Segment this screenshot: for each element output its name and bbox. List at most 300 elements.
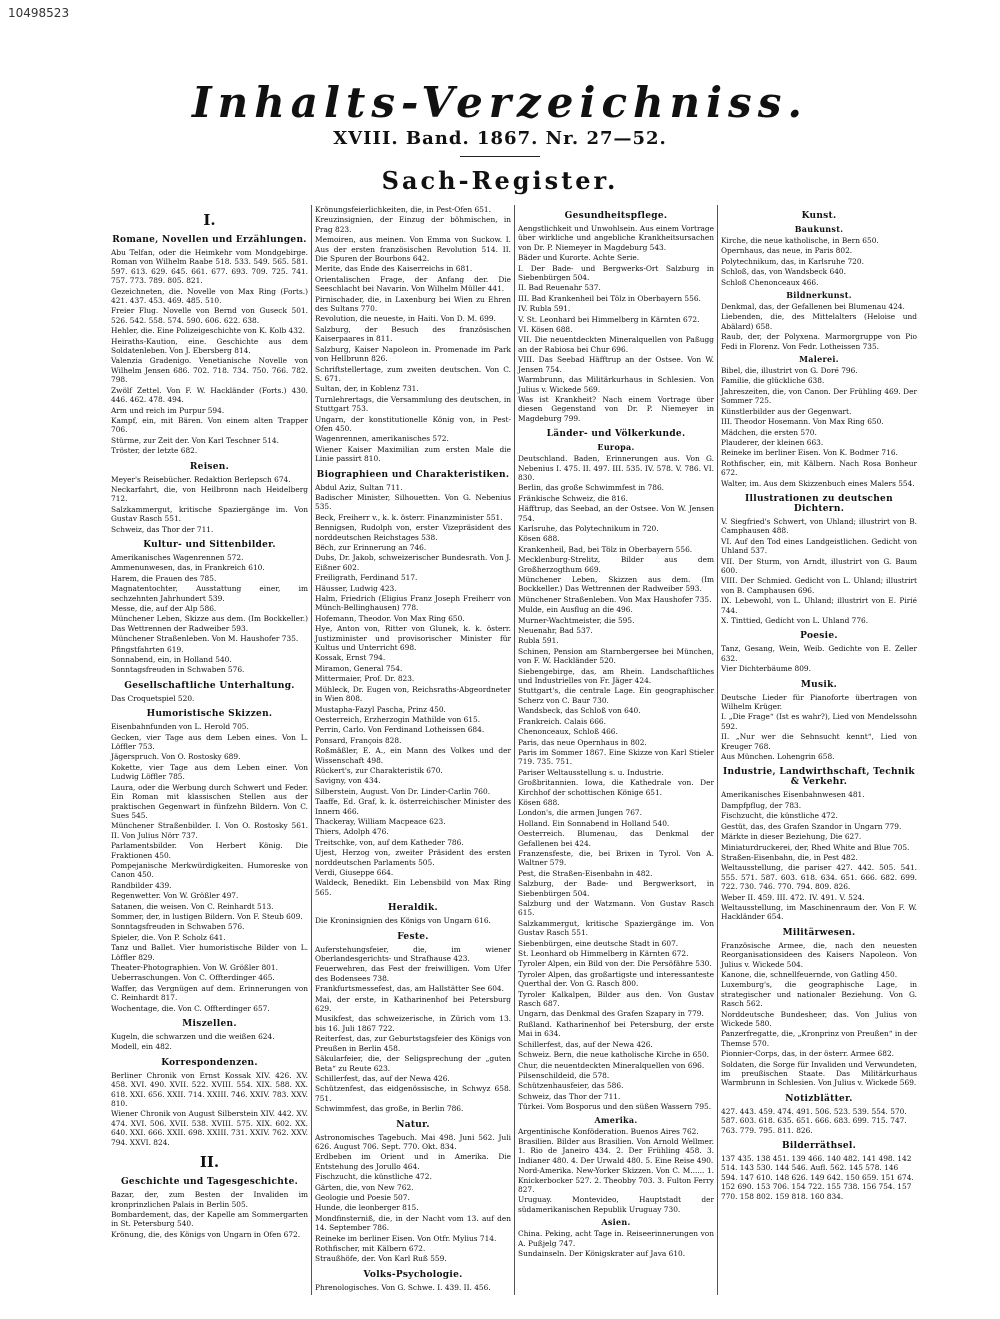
index-entry: Sommer, der, in lustigen Bildern. Von F. Steub 609. <box>111 911 303 921</box>
index-entry: Auferstehungsfeier, die, im wiener Oberlandesgerichts- und Strafhause 423. <box>315 944 511 964</box>
index-entry: Chenonceaux, Schloß 466. <box>518 727 618 737</box>
index-entry: Vier Dichterbäume 809. <box>721 664 811 674</box>
index-entry: Das Croquetspiel 520. <box>111 693 195 703</box>
index-entry: Raub, der, der Polyxena. Marmorgruppe von Pio Fedi in Florenz. Von Fedr. Lotheissen 735. <box>721 332 917 351</box>
index-entry: Chur, die neuentdeckten Mineralquellen von 696. <box>518 1060 705 1070</box>
index-entry: Perrin, Carlo. Von Ferdinand Lotheissen 684. <box>315 725 485 735</box>
index-entry: Abu Telfan, oder die Heimkehr vom Mondgebirge. Roman von Wilhelm Raabe 518. 533. 549. 565. 581. 597. 613. 629. 645. 661. 677. 693. 709. 725. 741. 757. 773. 789. 805. 821. <box>111 248 308 286</box>
index-entry: Satanen, die weisen. Von C. Reinhardt 513. <box>111 901 274 911</box>
index-column <box>108 205 311 1295</box>
index-entry: Plauderer, der kleinen 663. <box>721 437 824 447</box>
index-entry: Spieler, die. Von P. Scholz 641. <box>111 932 226 942</box>
page-title: Inhalts-Verzeichniss. <box>192 78 808 127</box>
index-entry: VII. Die neuentdeckten Mineralquellen von Paßugg an der Rabiosa bei Chur 696. <box>518 335 714 354</box>
index-entry: Polytechnikum, das, in Karlsruhe 720. <box>721 256 864 266</box>
index-entry: Turnlehrertags, die Versammlung des deutschen, in Stuttgart 753. <box>315 394 511 414</box>
index-entry: Oesterreich, Erzherzogin Mathilde von 615. <box>315 714 481 724</box>
index-columns <box>108 205 920 1295</box>
index-entry: Aengstlichkeit und Unwohlsein. Aus einem Vortrage über wirkliche und angebliche Krankheitsursachen von Dr. P. Niemeyer in Magdeburg 543. <box>518 224 714 252</box>
index-entry: Kösen 688. <box>518 534 560 544</box>
index-entry: Ammenunwesen, das, in Frankreich 610. <box>111 563 265 573</box>
index-entry: Mondfinsterniß, die, in der Nacht vom 13. auf den 14. September 786. <box>315 1213 511 1233</box>
category-heading: Militärwesen. <box>782 927 856 938</box>
index-entry: VI. Auf den Tod eines Landgeistlichen. Gedicht von Uhland 537. <box>721 536 917 556</box>
entry-list <box>518 1229 714 1258</box>
index-entry: Salzkammergut, kritische Spaziergänge im. Von Gustav Rasch 551. <box>518 918 714 938</box>
index-entry: Pionnier-Corps, das, in der österr. Armee 682. <box>721 1049 894 1059</box>
archive-id: 10498523 <box>8 6 70 20</box>
index-entry: Münchener Straßenbilder. I. Von O. Rostosky 561. II. Von Julius Nörr 737. <box>111 821 308 840</box>
index-entry: Dampfpflug, der 783. <box>721 800 802 810</box>
index-entry: Schweiz, das Thor der 711. <box>518 1091 621 1101</box>
index-entry: Schillerfest, das, auf der Newa 426. <box>315 1073 450 1083</box>
category-heading: Illustrationen zu deutschen Dichtern. <box>745 493 893 514</box>
index-entry: Märkte in dieser Beziehung, Die 627. <box>721 832 862 842</box>
index-entry: Sundainseln. Der Königskrater auf Java 610. <box>518 1249 686 1258</box>
entry-list <box>721 517 917 625</box>
index-entry: Kampf, ein, mit Bären. Von einem alten Trapper 706. <box>111 415 308 435</box>
index-entry: China. Peking, acht Tage in. Reiseerinnerungen von A. Pußjelg 747. <box>518 1229 714 1248</box>
index-entry: Amerikanisches Eisenbahnwesen 481. <box>721 790 865 800</box>
index-entry: Phrenologisches. Von G. Schwe. I. 439. II. 456. <box>315 1282 491 1292</box>
index-entry: Brasilien. Bilder aus Brasilien. Von Arnold Wellmer. 1. Rio de Janeiro 434. 2. Der Frühling 458. 3. Indianer 480. 4. Der Urwald 480. 5. Eine Reise 490. <box>518 1136 714 1165</box>
index-entry: Thiers, Adolph 476. <box>315 827 389 837</box>
index-column <box>311 205 514 1295</box>
entry-list <box>111 475 308 534</box>
category-heading: Poesie. <box>800 631 838 642</box>
entry-list <box>721 693 917 762</box>
index-entry: Ungarn, das Denkmal des Grafen Szapary in 779. <box>518 1009 704 1019</box>
index-entry: Reineke im berliner Eisen. Von K. Bodmer 716. <box>721 448 898 458</box>
index-entry: Waldeck, Benedikt. Ein Lebensbild von Max Ring 565. <box>315 878 511 897</box>
index-entry: Halm, Friedrich (Eligius Franz Joseph Freiherr von Münch-Bellinghausen) 778. <box>315 594 511 613</box>
index-entry: Norddeutsche Bundesheer, das. Von Julius von Wickede 580. <box>721 1009 917 1028</box>
index-entry: Stürme, zur Zeit der. Von Karl Teschner 514. <box>111 435 279 445</box>
index-entry: Straßen-Eisenbahn, die, in Pest 482. <box>721 852 858 862</box>
index-entry: Ponsard, François 828. <box>315 735 402 745</box>
index-entry: Kirche, die neue katholische, in Bern 650. <box>721 236 879 245</box>
index-entry: Savigny, von 434. <box>315 776 381 786</box>
index-entry: Frankreich. Calais 666. <box>518 716 606 726</box>
category-heading: Biographieen und Charakteristiken. <box>316 469 510 480</box>
index-entry: Rußland. Katharinenhof bei Petersburg, der erste Mai in 634. <box>518 1019 714 1039</box>
index-entry: Salzburg, Kaiser Napoleon in. Promenade im Park von Hellbrunn 826. <box>315 344 511 364</box>
index-entry: Nord-Amerika. New-Yorker Skizzen. Von C. M...... 1. Knickerbocker 527. 2. Theobby 703. 3. Fulton Ferry 827. <box>518 1166 714 1194</box>
index-entry: Uruguay. Montevideo, Hauptstadt der südamerikanischen Republik Uruguay 730. <box>518 1195 714 1214</box>
index-entry: Paris, das neue Opernhaus in 802. <box>518 737 647 747</box>
index-entry: Bäder und Kurorte. Achte Serie. <box>518 253 640 263</box>
index-entry: Schinen, Pension am Starnbergersee bei München, von F. W. Hackländer 520. <box>518 646 714 666</box>
index-entry: Wandsbeck, das Schloß von 640. <box>518 706 641 716</box>
entry-list <box>721 941 917 1088</box>
index-entry: Häfftrup, das Seebad, an der Ostsee. Von W. Jensen 754. <box>518 504 714 523</box>
index-entry: Beck, Freiherr v., k. k. österr. Finanzminister 551. <box>315 512 503 522</box>
index-entry: VIII. Der Schmied. Gedicht von L. Uhland; illustrirt von B. Camphausen 696. <box>721 576 917 595</box>
entry-list <box>518 224 714 423</box>
index-entry: Krankenheil, Bad, bei Tölz in Oberbayern 556. <box>518 544 693 554</box>
entry-list <box>111 553 308 675</box>
volume-subtitle: XVIII. Band. 1867. Nr. 27—52. <box>333 128 667 149</box>
index-entry: Valenzia Gradenigo. Venetianische Novelle von Wilhelm Jensen 686. 702. 718. 734. 750. 766. 782. 798. <box>111 356 308 385</box>
index-entry: Randbilder 439. <box>111 880 172 890</box>
entry-list <box>721 366 917 488</box>
index-entry: Treitschke, von, auf dem Katheder 786. <box>315 837 464 847</box>
index-entry: Magnatentochter, Ausstattung einer, im sechzehnten Jahrhundert 539. <box>111 584 308 603</box>
entry-list <box>518 1127 714 1215</box>
index-entry: Meyer's Reisebücher. Redaktion Berlepsch 674. <box>111 474 291 484</box>
index-entry: V. Siegfried's Schwert, von Uhland; illustrirt von B. Camphausen 488. <box>721 516 917 536</box>
index-entry: III. Bad Krankenheil bei Tölz in Oberbayern 556. <box>518 293 701 303</box>
index-entry: Wiener Chronik von August Silberstein XIV. 442. XV. 474. XVI. 506. XVII. 538. XVIII. 575. XIX. 602. XX. 640. XXI. 666. XXII. 698. XXIII. 731. XXIV. 762. XXV. 794. XXVI. 824. <box>111 1109 308 1147</box>
category-heading: Feste. <box>397 931 429 942</box>
index-entry: Eisenbahnfunden von L. Herold 705. <box>111 722 249 732</box>
category-subheading: Bildnerkunst. <box>786 290 852 301</box>
index-entry: Gezeichneten, die. Novelle von Max Ring (Forts.) 421. 437. 453. 469. 485. 510. <box>111 286 308 306</box>
index-entry: Thackeray, William Macpeace 623. <box>315 816 446 826</box>
category-heading: Humoristische Skizzen. <box>146 709 273 720</box>
entry-list <box>315 916 511 925</box>
index-entry: Gärten, die, von New 762. <box>315 1182 414 1192</box>
index-entry: Tanz, Gesang, Wein, Weib. Gedichte von E. Zeller 632. <box>721 644 917 663</box>
index-entry: Theater-Photographien. Von W. Größler 801. <box>111 963 278 972</box>
category-heading: Romane, Novellen und Erzählungen. <box>112 235 307 245</box>
index-entry: Weltausstellung, die pariser 427. 442. 505. 541. 555. 571. 587. 603. 618. 634. 651. 666. 682. 699. 722. 730. 746. 770. 794. 809. 826. <box>721 863 917 892</box>
index-entry: Münchener Straßenleben. Von M. Haushofer 735. <box>111 634 299 644</box>
index-entry: Merite, das Ende des Kaiserreichs in 681. <box>315 264 473 274</box>
index-entry: Münchener Leben, Skizze aus dem. (Im Bockkeller.) Das Wettrennen der Radweiber 593. <box>111 614 308 633</box>
index-entry: Was ist Krankheit? Nach einem Vortrage über diesen Gegenstand von Dr. P. Niemeyer in Magdeburg 799. <box>518 394 714 423</box>
index-entry: Wochentage, die. Von C. Offterdinger 657. <box>111 1003 270 1013</box>
index-entry: Bombardement, das, der Kapelle am Sommergarten in St. Petersburg 540. <box>111 1209 308 1229</box>
index-entry: Badischer Minister, Silhouetten. Von G. Nebenius 535. <box>315 492 511 512</box>
index-entry: Abdul Aziz, Sultan 711. <box>315 482 403 492</box>
index-entry: Salzburg und der Watzmann. Von Gustav Rasch 615. <box>518 899 714 918</box>
category-heading: Heraldik. <box>387 903 438 914</box>
index-entry: Wiener Kaiser Maximilian zum ersten Male die Linie passirt 810. <box>315 444 511 464</box>
index-entry: Jahreszeiten, die, von Canon. Der Frühling 469. Der Sommer 725. <box>721 386 917 406</box>
index-entry: Weber II. 459. III. 472. IV. 491. V. 524. <box>721 892 865 902</box>
index-entry: Fränkische Schweiz, die 816. <box>518 493 628 503</box>
index-entry: Sonnabend, ein, in Holland 540. <box>111 655 232 665</box>
index-entry: Parlamentsbilder. Von Herbert König. Die Fraktionen 450. <box>111 841 308 860</box>
entry-list <box>315 1283 511 1292</box>
index-entry: Taaffe, Ed. Graf, k. k. österreichischer Minister des Innern 466. <box>315 797 511 816</box>
index-entry: Frankfurtsmessefest, das, am Hallstätter See 604. <box>315 984 504 994</box>
index-entry: VI. Kösen 688. <box>518 325 573 335</box>
index-entry: Krönung, die, des Königs von Ungarn in Ofen 672. <box>111 1229 301 1239</box>
index-entry: Neckarfahrt, die, von Heilbronn nach Heidelberg 712. <box>111 484 308 504</box>
index-entry: Tanz und Ballet. Vier humoristische Bilder von L. Löffler 829. <box>111 943 308 962</box>
index-entry: Pariser Weltausstellung s. u. Industrie. <box>518 767 664 777</box>
index-entry: Ueberraschungen. Von C. Offterdinger 465. <box>111 973 275 983</box>
category-subheading: Malerei. <box>799 354 839 365</box>
index-entry: Amerikanisches Wagenrennen 572. <box>111 552 244 562</box>
index-entry: Weltausstellung, im Maschinenraum der. Von F. W. Hackländer 654. <box>721 902 917 922</box>
index-entry: Sonntagsfreuden in Schwaben 576. <box>111 922 245 932</box>
index-entry: Münchener Straßenleben. Von Max Haushofer 735. <box>518 594 712 604</box>
part-number: II. <box>199 1153 220 1172</box>
index-entry: Kösen 688. <box>518 797 560 807</box>
index-entry: Reineke im berliner Eisen. Von Otfr. Mylius 714. <box>315 1233 497 1243</box>
entry-list <box>315 483 511 898</box>
index-entry: Wagenrennen, amerikanisches 572. <box>315 434 449 444</box>
entry-list <box>721 644 917 673</box>
index-entry: Heiraths-Kaution, eine. Geschichte aus dem Soldatenleben. Von J. Ebersberg 814. <box>111 336 308 356</box>
index-entry: X. Tinttied, Gedicht von L. Uhland 776. <box>721 616 869 625</box>
page-number-list: 427. 443. 459. 474. 491. 506. 523. 539. 554. 570. 587. 603. 618. 635. 651. 666. 683. 699. 715. 747. 763. 779. 795. 811. 826. <box>721 1106 907 1135</box>
index-entry: IV. Rubla 591. <box>518 304 571 314</box>
index-entry: Schloß, das, von Wandsbeck 640. <box>721 267 846 277</box>
index-entry: Schriftstellertage, zum zweiten deutschen. Von C. S. 671. <box>315 364 511 383</box>
index-entry: Mulde, ein Ausflug an die 496. <box>518 605 633 615</box>
index-entry: Gestüt, das, des Grafen Szandor in Ungarn 779. <box>721 821 902 831</box>
index-entry: Soldaten, die Sorge für Invaliden und Verwundeten, im preußischen Staate. Das Militärkurhaus Warmbrunn in Schlesien. Von Julius v. Wickede 569. <box>721 1059 917 1088</box>
entry-list <box>111 1032 308 1052</box>
index-column <box>514 205 717 1295</box>
index-entry: Schweiz, das Thor der 711. <box>111 524 214 534</box>
index-entry: Deutsche Lieder für Pianoforte übertragen von Wilhelm Krüger. <box>721 692 917 712</box>
category-heading: Korrespondenzen. <box>161 1057 258 1068</box>
index-entry: Harem, die Frauen des 785. <box>111 573 217 583</box>
category-heading: Kultur- und Sittenbilder. <box>143 539 276 550</box>
section-title: Sach-Register. <box>381 166 619 195</box>
index-entry: Freier Flug. Novelle von Bernd von Guseck 501. 526. 542. 558. 574. 590. 606. 622. 638. <box>111 306 308 325</box>
category-subheading: Europa. <box>597 442 635 453</box>
index-entry: Astronomisches Tagebuch. Mai 498. Juni 562. Juli 626. August 706. Sept. 770. Okt. 834. <box>315 1132 511 1151</box>
index-entry: II. „Nur wer die Sehnsucht kennt“, Lied von Kreuger 768. <box>721 732 917 751</box>
index-entry: Hehler, die. Eine Polizeigeschichte von K. Kolb 432. <box>111 326 306 336</box>
index-entry: Bëch, zur Erinnerung an 746. <box>315 543 427 552</box>
index-entry: Pompejanische Merkwürdigkeiten. Humoreske von Canon 450. <box>111 860 308 880</box>
index-entry: Zwölf Zettel. Von F. W. Hackländer (Forts.) 430. 446. 462. 478. 494. <box>111 385 308 405</box>
index-entry: I. Der Bade- und Bergwerks-Ort Salzburg in Siebenbürgen 504. <box>518 263 714 283</box>
index-entry: Waffer, das Vergnügen auf dem. Erinnerungen von C. Reinhardt 817. <box>111 983 308 1003</box>
title-divider <box>460 156 540 157</box>
part-number: I. <box>203 211 216 229</box>
index-entry: St. Leonhard ob Himmelberg in Kärnten 672. <box>518 949 689 959</box>
entry-list <box>315 945 511 1114</box>
entry-list <box>518 454 714 1111</box>
index-entry: Tyroler Kalkalpen, Bilder aus den. Von Gustav Rasch 687. <box>518 989 714 1009</box>
index-entry: Reiterfest, das, zur Geburtstagsfeier des Königs von Preußen in Berlin 458. <box>315 1034 512 1053</box>
index-entry: Mädchen, die ersten 570. <box>721 427 817 437</box>
index-entry: Jägerspruch. Von O. Rostosky 689. <box>111 752 241 762</box>
index-entry: Musikfest, das schweizerische, in Zürich vom 13. bis 16. Juli 1867 722. <box>315 1014 511 1033</box>
index-entry: Warmbrunn, das Militärkurhaus in Schlesien. Von Julius v. Wickede 569. <box>518 375 714 394</box>
index-entry: Bazar, der, zum Besten der Invaliden im kronprinzlichen Palais in Berlin 505. <box>111 1190 308 1209</box>
category-heading: Gesundheitspflege. <box>564 211 668 221</box>
index-entry: Ujest, Herzog von, zweiter Präsident des ersten norddeutschen Parlaments 505. <box>315 848 511 867</box>
category-heading: Gesellschaftliche Unterhaltung. <box>124 680 295 691</box>
index-entry: Stuttgart's, die centrale Lage. Ein geographischer Scherz von C. Baur 730. <box>518 686 714 705</box>
index-entry: Salzkammergut, kritische Spaziergänge im. Von Gustav Rasch 551. <box>111 504 308 524</box>
index-entry: Schwimmfest, das große, in Berlin 786. <box>315 1104 464 1114</box>
index-entry: Ungarn, der konstitutionelle König von, in Pest-Ofen 450. <box>315 414 511 433</box>
index-entry: Kossak, Ernst 794. <box>315 653 386 663</box>
index-entry: Kokette, vier Tage aus dem Leben einer. Von Ludwig Löffler 785. <box>111 762 308 782</box>
index-column <box>717 205 920 1295</box>
index-entry: Schützenhausfeier, das 586. <box>518 1081 624 1091</box>
index-entry: Tyroler Alpen, ein Bild von der. Die Persöfähre 530. <box>518 959 712 969</box>
index-entry: Die Kroninsignien des Königs von Ungarn 616. <box>315 916 491 926</box>
index-entry: Schweiz. Bern, die neue katholische Kirche in 650. <box>518 1050 710 1060</box>
index-entry: Schützenfest, das eidgenössische, in Schwyz 658. 751. <box>315 1084 511 1103</box>
index-entry: II. Bad Reuenahr 537. <box>518 283 601 293</box>
category-heading: Reisen. <box>189 461 230 472</box>
index-entry: Kreuzinsignien, der Einzug der böhmischen, in Prag 823. <box>315 215 511 234</box>
index-entry: Pfingstfahrten 619. <box>111 644 184 654</box>
index-entry: Sultan, der, in Koblenz 731. <box>315 384 419 394</box>
index-entry: Mai, der erste, in Katharinenhof bei Petersburg 629. <box>315 994 511 1014</box>
entry-list <box>111 248 308 456</box>
category-heading: Natur. <box>396 1119 430 1130</box>
index-entry: Memoiren, aus meinen. Von Emma von Suckow. I. Aus der ersten französischen Revolution 514. II. Die Spuren der Bourbons 642. <box>315 235 511 264</box>
index-entry: Murner-Wachtmeister, die 595. <box>518 615 635 625</box>
index-entry: Opernhaus, das neue, in Paris 802. <box>721 246 853 256</box>
category-heading: Bilderräthsel. <box>781 1141 857 1152</box>
category-heading: Kunst. <box>801 211 837 221</box>
index-entry: Aus München. Lohengrin 658. <box>721 752 835 762</box>
index-entry: Münchener Leben, Skizzen aus dem. (Im Bockkeller.) Das Wettrennen der Radweiber 593. <box>518 575 714 594</box>
index-entry: Rückert's, zur Charakteristik 670. <box>315 765 443 775</box>
entry-list <box>315 1133 511 1264</box>
index-entry: Mühleck, Dr. Eugen von, Reichsraths-Abgeordneter in Wien 808. <box>315 684 511 704</box>
index-entry: Siebengebirge, das, am Rhein. Landschaftliches und Industrielles von Fr. Jäger 424. <box>518 666 714 686</box>
index-entry: Paris im Sommer 1867. Eine Skizze von Karl Stieler 719. 735. 751. <box>518 747 714 767</box>
index-entry: Rothfischer, mit Kälbern 672. <box>315 1244 426 1253</box>
index-entry: Orientalischen Frage, der Anfang der. Die Seeschlacht bei Navarin. Von Wilhelm Müller 441. <box>315 274 511 294</box>
index-entry: Fischzucht, die künstliche 472. <box>721 811 838 821</box>
index-entry: Erdbeben im Orient und in Amerika. Die Entstehung des Jorullo 464. <box>315 1152 511 1171</box>
index-entry: Miniaturdruckerei, der, Rhed White and Blue 705. <box>721 842 910 852</box>
index-entry: Tyroler Alpen, das großartigste und interessanteste Querthal der. Von G. Rasch 800. <box>518 969 714 989</box>
entry-list <box>721 302 917 351</box>
index-entry: Revolution, die neueste, in Haiti. Von D. M. 699. <box>315 314 496 324</box>
index-entry: Dubs, Dr. Jakob, schweizerischer Bundesrath. Von J. Eißner 602. <box>315 553 511 572</box>
index-entry: Neuenahr, Bad 537. <box>518 626 593 636</box>
index-entry: V. St. Leonhard bei Himmelberg in Kärnten 672. <box>518 314 700 324</box>
index-entry: Silberstein, August. Von Dr. Linder-Carlin 760. <box>315 786 491 796</box>
index-entry: Rothfischer, ein, mit Kälbern. Nach Rosa Bonheur 672. <box>721 458 917 478</box>
index-entry: Modell, ein 482. <box>111 1042 172 1052</box>
index-entry: Schillerfest, das, auf der Newa 426. <box>518 1039 653 1049</box>
index-entry: Großbritannien. Iowa, die Kathedrale von. Der Kirchhof der schottischen Könige 651. <box>518 778 714 797</box>
index-entry: Berliner Chronik von Ernst Kossak XIV. 426. XV. 458. XVI. 490. XVII. 522. XVIII. 554. XIX. 588. XX. 618. XXI. 656. XXII. 714. XXIII. 746. XXIV. 783. XXV. 810. <box>111 1070 308 1109</box>
entry-list <box>721 236 917 287</box>
entry-list <box>721 790 917 921</box>
category-heading: Notizblätter. <box>785 1093 853 1104</box>
index-entry: Regenwetter. Von W. Größler 497. <box>111 891 239 901</box>
index-entry: Säkularfeier, die, der Seligsprechung der „guten Beta“ zu Reute 623. <box>315 1054 511 1073</box>
index-entry: Mecklenburg-Strelitz, Bilder aus dem Großherzogthum 669. <box>518 555 714 574</box>
index-entry: Bennigsen, Rudolph von, erster Vizepräsident des norddeutschen Reichstages 538. <box>315 523 511 542</box>
index-entry: London's, die armen Jungen 767. <box>518 808 642 818</box>
index-entry: Roßmäßler, E. A., ein Mann des Volkes und der Wissenschaft 498. <box>315 746 511 765</box>
index-entry: Gecken, vier Tage aus dem Leben eines. Von L. Löffler 753. <box>111 732 308 752</box>
index-entry: Künstlerbilder aus der Gegenwart. <box>721 406 852 416</box>
index-entry: Kanone, die, schnellfeuernde, von Gatling 450. <box>721 969 898 979</box>
category-subheading: Baukunst. <box>794 224 844 234</box>
index-entry: Pest, die Straßen-Eisenbahn in 482. <box>518 868 653 878</box>
index-entry: Hofemann, Theodor. Von Max Ring 650. <box>315 613 465 623</box>
index-entry: Hye, Anton von, Ritter von Glunek, k. k. österr. Justizminister und provisorischer Minister für Kultus und Unterricht 698. <box>315 624 511 653</box>
category-heading: Musik. <box>800 679 838 690</box>
index-entry: Salzburg, der Bade- und Bergwerksort, in Siebenbürgen 504. <box>518 879 714 898</box>
category-heading: Geschichte und Tagesgeschichte. <box>120 1177 299 1188</box>
category-heading: Industrie, Landwirthschaft, Technik & Verkehr. <box>723 767 915 788</box>
index-entry: Deutschland. Baden, Erinnerungen aus. Von G. Nebenius I. 475. II. 497. III. 535. IV. 578. V. 786. VI. 830. <box>518 454 714 482</box>
index-entry: Fischzucht, die künstliche 472. <box>315 1172 432 1182</box>
index-entry: Tröster, der letzte 682. <box>111 446 198 456</box>
index-entry: I. „Die Frage“ (Ist es wahr?), Lied von Mendelssohn 592. <box>721 712 917 731</box>
index-entry: Liebenden, die, des Mittelalters (Heloise und Abälard) 658. <box>721 312 917 331</box>
category-heading: Volks-Psychologie. <box>363 1269 463 1280</box>
entry-list <box>315 205 511 464</box>
category-subheading: Amerika. <box>594 1114 638 1125</box>
index-entry: Oesterreich. Blumenau, das Denkmal der Gefallenen bei 424. <box>518 829 714 848</box>
index-entry: Mittermaier, Prof. Dr. 823. <box>315 674 415 684</box>
index-entry: Panzerfregatte, die, „Kronprinz von Preußen“ in der Themse 570. <box>721 1029 917 1048</box>
entry-list <box>111 1190 308 1239</box>
index-entry: VIII. Das Seebad Häfftrup an der Ostsee. Von W. Jensen 754. <box>518 355 714 374</box>
index-entry: Messe, die, auf der Alp 586. <box>111 604 217 613</box>
index-entry: Geologie und Poesie 507. <box>315 1192 410 1202</box>
category-heading: Länder- und Völkerkunde. <box>546 429 686 440</box>
index-entry: Kugeln, die schwarzen und die weißen 624. <box>111 1032 275 1042</box>
index-entry: Laura, oder die Werbung durch Schwert und Feder. Ein Roman mit klassischen Stellen aus der praktischen Gegenwart in fünfzehn Bildern. Von C. Sues 545. <box>111 782 308 820</box>
index-entry: Hunde, die leonberger 815. <box>315 1203 419 1213</box>
page-number-list: 137 435. 138 451. 139 466. 140 482. 141 498. 142 514. 143 530. 144 546. Aufl. 562. 145 578. 146 594. 147 610. 148 626. 149 642. 150 659. 151 674. 152 690. 153 706. 154 722. 155 738. 156 754. 157 770. 158 802. 159 818. 160 834. <box>721 1154 914 1201</box>
index-entry: Pirnischader, die, in Laxenburg bei Wien zu Ehren des Sultans 770. <box>315 294 511 314</box>
index-entry: Luxemburg's, die geographische Lage, in strategischer und nationaler Beziehung. Von G. Rasch 562. <box>721 980 917 1009</box>
index-entry: Bibel, die, illustrirt von G. Doré 796. <box>721 366 858 376</box>
index-entry: Häusser, Ludwig 423. <box>315 583 397 593</box>
index-entry: Rubla 591. <box>518 636 559 646</box>
index-entry: Holland. Ein Sonnabend in Holland 540. <box>518 818 670 828</box>
index-entry: Pilsenschildeid, die 578. <box>518 1070 610 1080</box>
index-entry: Salzburg, der Besuch des französischen Kaiserpaares in 811. <box>315 324 511 344</box>
index-entry: Franzensfeste, die, bei Brixen in Tyrol. Von A. Waltner 579. <box>518 848 714 868</box>
index-entry: Berlin, das große Schwimmfest in 786. <box>518 483 664 493</box>
index-entry: Argentinische Konföderation. Buenos Aires 762. <box>518 1126 699 1136</box>
index-entry: Französische Armee, die, nach den neuesten Reorganisationsideen des Kaisers Napoleon. Von Julius v. Wickede 504. <box>721 940 917 969</box>
index-entry: Walter, im. Aus dem Skizzenbuch eines Malers 554. <box>721 478 915 488</box>
index-entry: Feuerwehren, das Fest der freiwilligen. Vom Ufer des Bodensees 738. <box>315 964 511 983</box>
index-entry: Mustapha-Fazyl Pascha, Prinz 450. <box>315 704 446 714</box>
entry-list <box>111 1071 308 1147</box>
index-entry: Krönungsfeierlichkeiten, die, in Pest-Ofen 651. <box>315 205 491 214</box>
index-entry: Miramon, General 754. <box>315 663 403 673</box>
index-entry: Straußhöfe, der. Von Karl Ruß 559. <box>315 1254 447 1264</box>
category-subheading: Asien. <box>601 1217 631 1228</box>
category-heading: Miszellen. <box>182 1019 237 1030</box>
entry-list <box>111 694 308 703</box>
index-entry: III. Theodor Hosemann. Von Max Ring 650. <box>721 417 884 427</box>
index-entry: Türkei. Vom Bosporus und den süßen Wassern 795. <box>518 1102 712 1112</box>
entry-list <box>111 722 308 1013</box>
index-entry: Verdi, Giuseppe 664. <box>315 868 394 877</box>
index-entry: Arm und reich im Purpur 594. <box>111 405 225 415</box>
index-entry: Familie, die glückliche 638. <box>721 376 825 386</box>
index-entry: Karlsruhe, das Polytechnikum in 720. <box>518 523 659 533</box>
index-entry: VII. Der Sturm, von Arndt, illustrirt von G. Baum 600. <box>721 556 917 575</box>
index-entry: Siebenbürgen, eine deutsche Stadt in 607. <box>518 938 679 948</box>
index-entry: IX. Lebewohl, von L. Uhland; illustrirt von E. Pirié 744. <box>721 596 917 615</box>
index-entry: Denkmal, das, der Gefallenen bei Blumenau 424. <box>721 302 905 312</box>
index-entry: Schloß Chenonceaux 466. <box>721 277 819 287</box>
index-entry: Sonntagsfreuden in Schwaben 576. <box>111 665 245 675</box>
index-entry: Freiligrath, Ferdinand 517. <box>315 573 418 583</box>
